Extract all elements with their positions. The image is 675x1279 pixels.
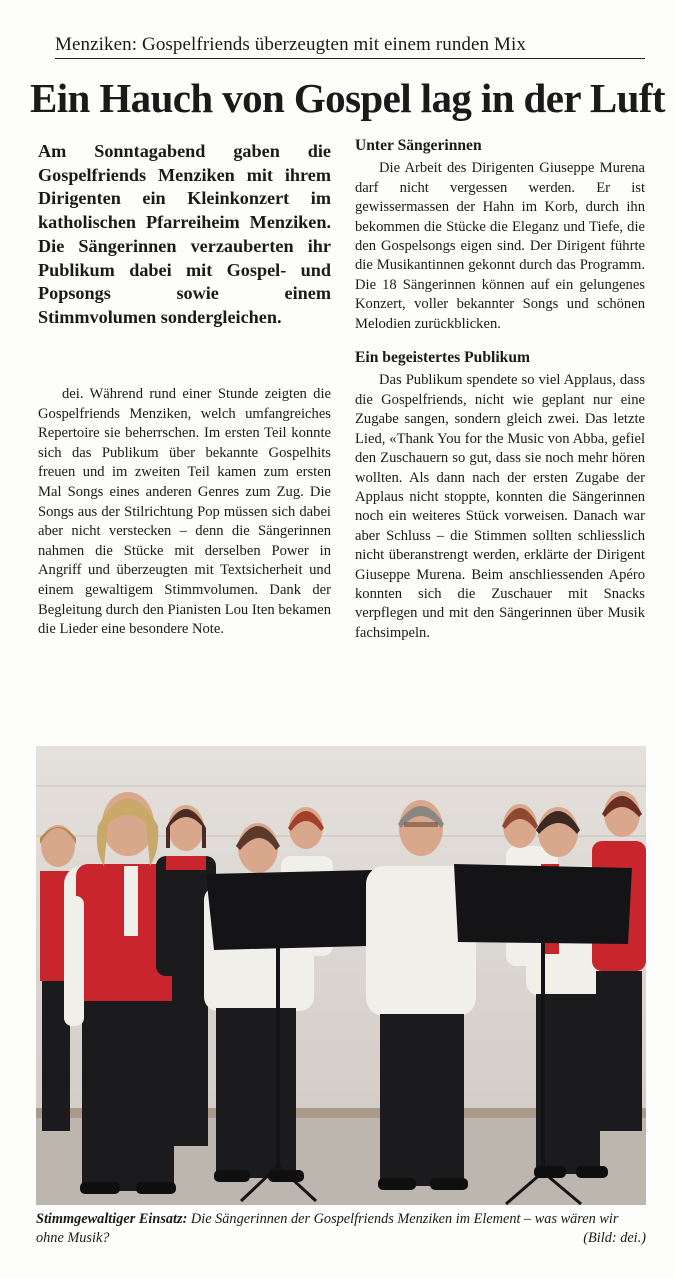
subhead-unter-saengerinnen: Unter Sängerinnen <box>355 137 482 154</box>
photo-credit: (Bild: dei.) <box>583 1230 646 1246</box>
caption-label: Stimmgewaltiger Einsatz: <box>36 1211 188 1227</box>
body-paragraph-2: Das Publikum spendete so viel Applaus, dass die Gospelfriends, nicht wie geplant nur eine Zugabe sangen, sondern gleich zwei. Das letzte Lied, «Thank You for the Music von Abba, gefiel den Zuschauern so gut, dass sie noch mehr hören wollten. Als dann nach der ersten Zugabe der Applaus nicht stoppte, konnten die Sängerinnen noch ein weiteres Stück vorweisen. Danach war aber Schluss – die Stimmen sollten schliesslich nicht überanstrengt werden, erklärte der Dirigent Giuseppe Murena. Beim anschliessenden Apéro konnten sich die Zuschauer mit Snacks verpflegen und mit den Sängerinnen über Musik fachsimpeln. <box>355 372 645 641</box>
choir-photo <box>36 746 646 1205</box>
article-lead: Am Sonntagabend gaben die Gospelfriends Menziken mit ihrem Dirigenten ein Kleinkonzert im katholischen Pfarreiheim Menziken. Die Sängerinnen verzauberten ihr Publikum dabei mit Gospel- und Popsongs sowie einem Stimmvolumen sondergleichen. <box>38 141 331 327</box>
article-headline: Ein Hauch von Gospel lag in der Luft <box>30 75 665 121</box>
caption-text: Die Sängerinnen der Gospelfriends Menziken im Element – was wären wir ohne Musik? <box>36 1211 619 1246</box>
subhead-begeistertes-publikum: Ein begeistertes Publikum <box>355 349 531 367</box>
body-paragraph: dei. Während rund einer Stunde zeigten die Gospelfriends Menziken, welch umfangreiches Repertoire sie beherrschen. Im ersten Teil konnte sich das Publikum über bekannte Gospelhits freuen und im zweiten Teil kamen zum ersten Mal Songs eines anderen Genres zum Zug. Die Songs aus der Stilrichtung Pop müssen sich dabei aber nicht verstecken – denn die Sängerinnen nahmen die Stücke mit derselben Power in Angriff und überzeugten mit Textsicherheit und einem gewaltigem Stimmvolumen. Dank der Begleitung durch den Pianisten Lou Iten bekamen die Lieder eine besondere Note. <box>38 386 331 638</box>
photo-caption <box>36 1210 646 1248</box>
article-body-left <box>38 385 331 640</box>
article-column-right <box>355 136 645 643</box>
body-paragraph-1: Die Arbeit des Dirigenten Giuseppe Murena darf nicht vergessen werden. Er ist gewissermassen der Hahn im Korb, durch ihn bekommen die Stücke die Eleganz und Tiefe, die den Gospelsongs eigen sind. Der Dirigent führte die Musikantinnen gekonnt durch das Programm. Die 18 Sängerinnen können auf ein gelungenes Konzert, voller bekannter Songs und schönen Melodien zurückblicken. <box>355 160 645 332</box>
article-kicker: Menziken: Gospelfriends überzeugten mit einem runden Mix <box>55 34 645 59</box>
